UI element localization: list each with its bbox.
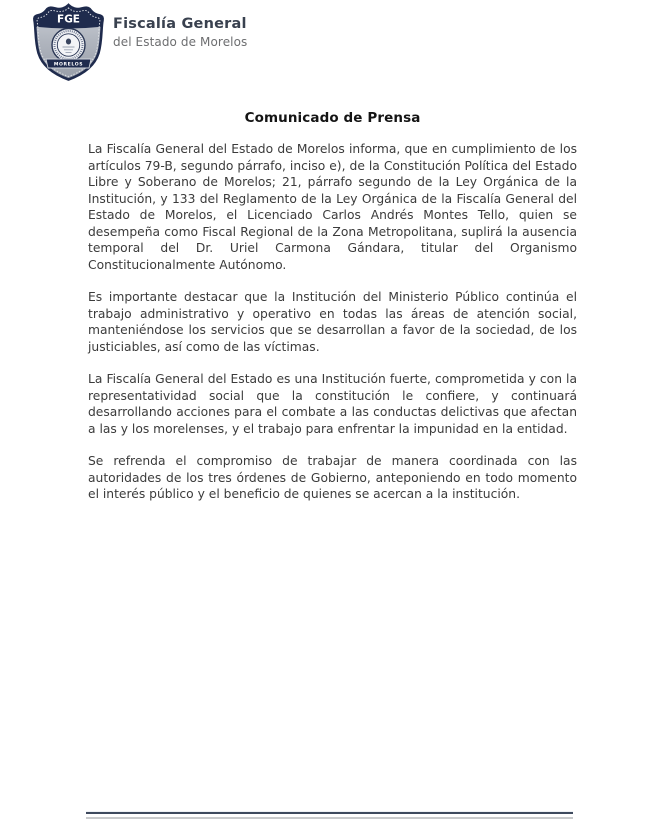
footer-rule-dark — [86, 811, 573, 814]
badge-banner-text: MORELOS — [53, 62, 84, 68]
org-subtitle: del Estado de Morelos — [113, 35, 248, 49]
paragraph-2: Es importante destacar que la Institución del Ministerio Público continúa el trabajo administrativo y operativo en todas las áreas de atención social, manteniéndose los servicios que se desarrollan a favor de la sociedad, de los justiciables, así como de las víctimas. — [88, 290, 577, 354]
badge-top-text: FGE — [57, 13, 80, 26]
footer-rule-light — [86, 817, 573, 819]
paragraph-4: Se refrenda el compromiso de trabajar de manera coordinada con las autoridades de los tres órdenes de Gobierno, anteponiendo en todo momento el interés público y el beneficio de quienes se acercan a la institución. — [88, 454, 577, 501]
fge-badge-logo — [32, 3, 105, 81]
document-body — [88, 141, 577, 519]
police-shield-icon — [32, 3, 105, 81]
document-title: Comunicado de Prensa — [244, 110, 421, 126]
header-wordmark — [113, 16, 247, 49]
org-name: Fiscalía General — [113, 16, 247, 32]
paragraph-1: La Fiscalía General del Estado de Morelos informa, que en cumplimiento de los artículos 79-B, segundo párrafo, inciso e), de la Constitución Política del Estado Libre y Soberano de Morelos; 21, párrafo segundo de la Ley Orgánica de la Institución, y 133 del Reglamento de la Ley Orgánica de la Fiscalía General del Estado de Morelos, el Licenciado Carlos Andrés Montes Tello, quien se desempeña como Fiscal Regional de la Zona Metropolitana, suplirá la ausencia temporal del Dr. Uriel Carmona Gándara, titular del Organismo Constitucionalmente Autónomo. — [88, 142, 577, 272]
paragraph-3: La Fiscalía General del Estado es una Institución fuerte, comprometida y con la representatividad social que la constitución le confiere, y continuará desarrollando acciones para el combate a las conductas delictivas que afectan a las y los morelenses, y el trabajo para enfrentar la impunidad en la entidad. — [88, 372, 577, 436]
